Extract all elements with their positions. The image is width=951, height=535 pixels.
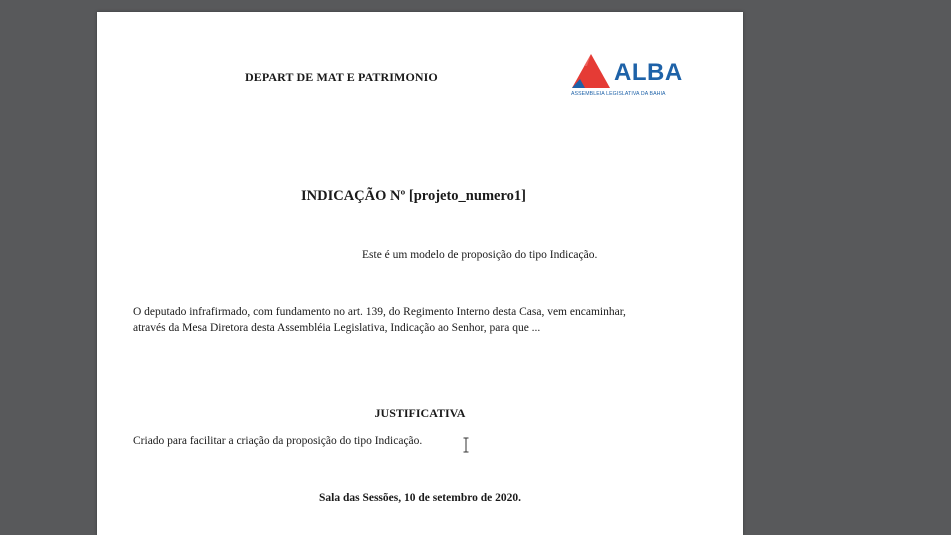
- justification-text: Criado para facilitar a criação da proposição do tipo Indicação.: [133, 435, 423, 447]
- logo-name: ALBA: [614, 59, 683, 86]
- text-cursor-icon: [462, 437, 470, 453]
- document-title: INDICAÇÃO Nº [projeto_numero1]: [301, 188, 526, 204]
- justification-heading: JUSTIFICATIVA: [374, 406, 466, 420]
- body-paragraph: [133, 304, 713, 336]
- body-paragraph-line-1: O deputado infrafirmado, com fundamento no art. 139, do Regimento Interno desta Casa, vem encaminhar,: [133, 306, 626, 318]
- department-header: DEPART DE MAT E PATRIMONIO: [245, 70, 438, 84]
- document-page[interactable]: [97, 12, 743, 535]
- closing-line: Sala das Sessões, 10 de setembro de 2020.: [318, 492, 521, 504]
- alba-logo: [571, 53, 691, 101]
- alba-triangle-icon: [571, 53, 611, 89]
- model-description: Este é um modelo de proposição do tipo Indicação.: [362, 249, 598, 261]
- body-paragraph-line-2: através da Mesa Diretora desta Assembléia Legislativa, Indicação ao Senhor, para que ...: [133, 322, 541, 334]
- logo-subtitle: ASSEMBLEIA LEGISLATIVA DA BAHIA: [571, 91, 666, 97]
